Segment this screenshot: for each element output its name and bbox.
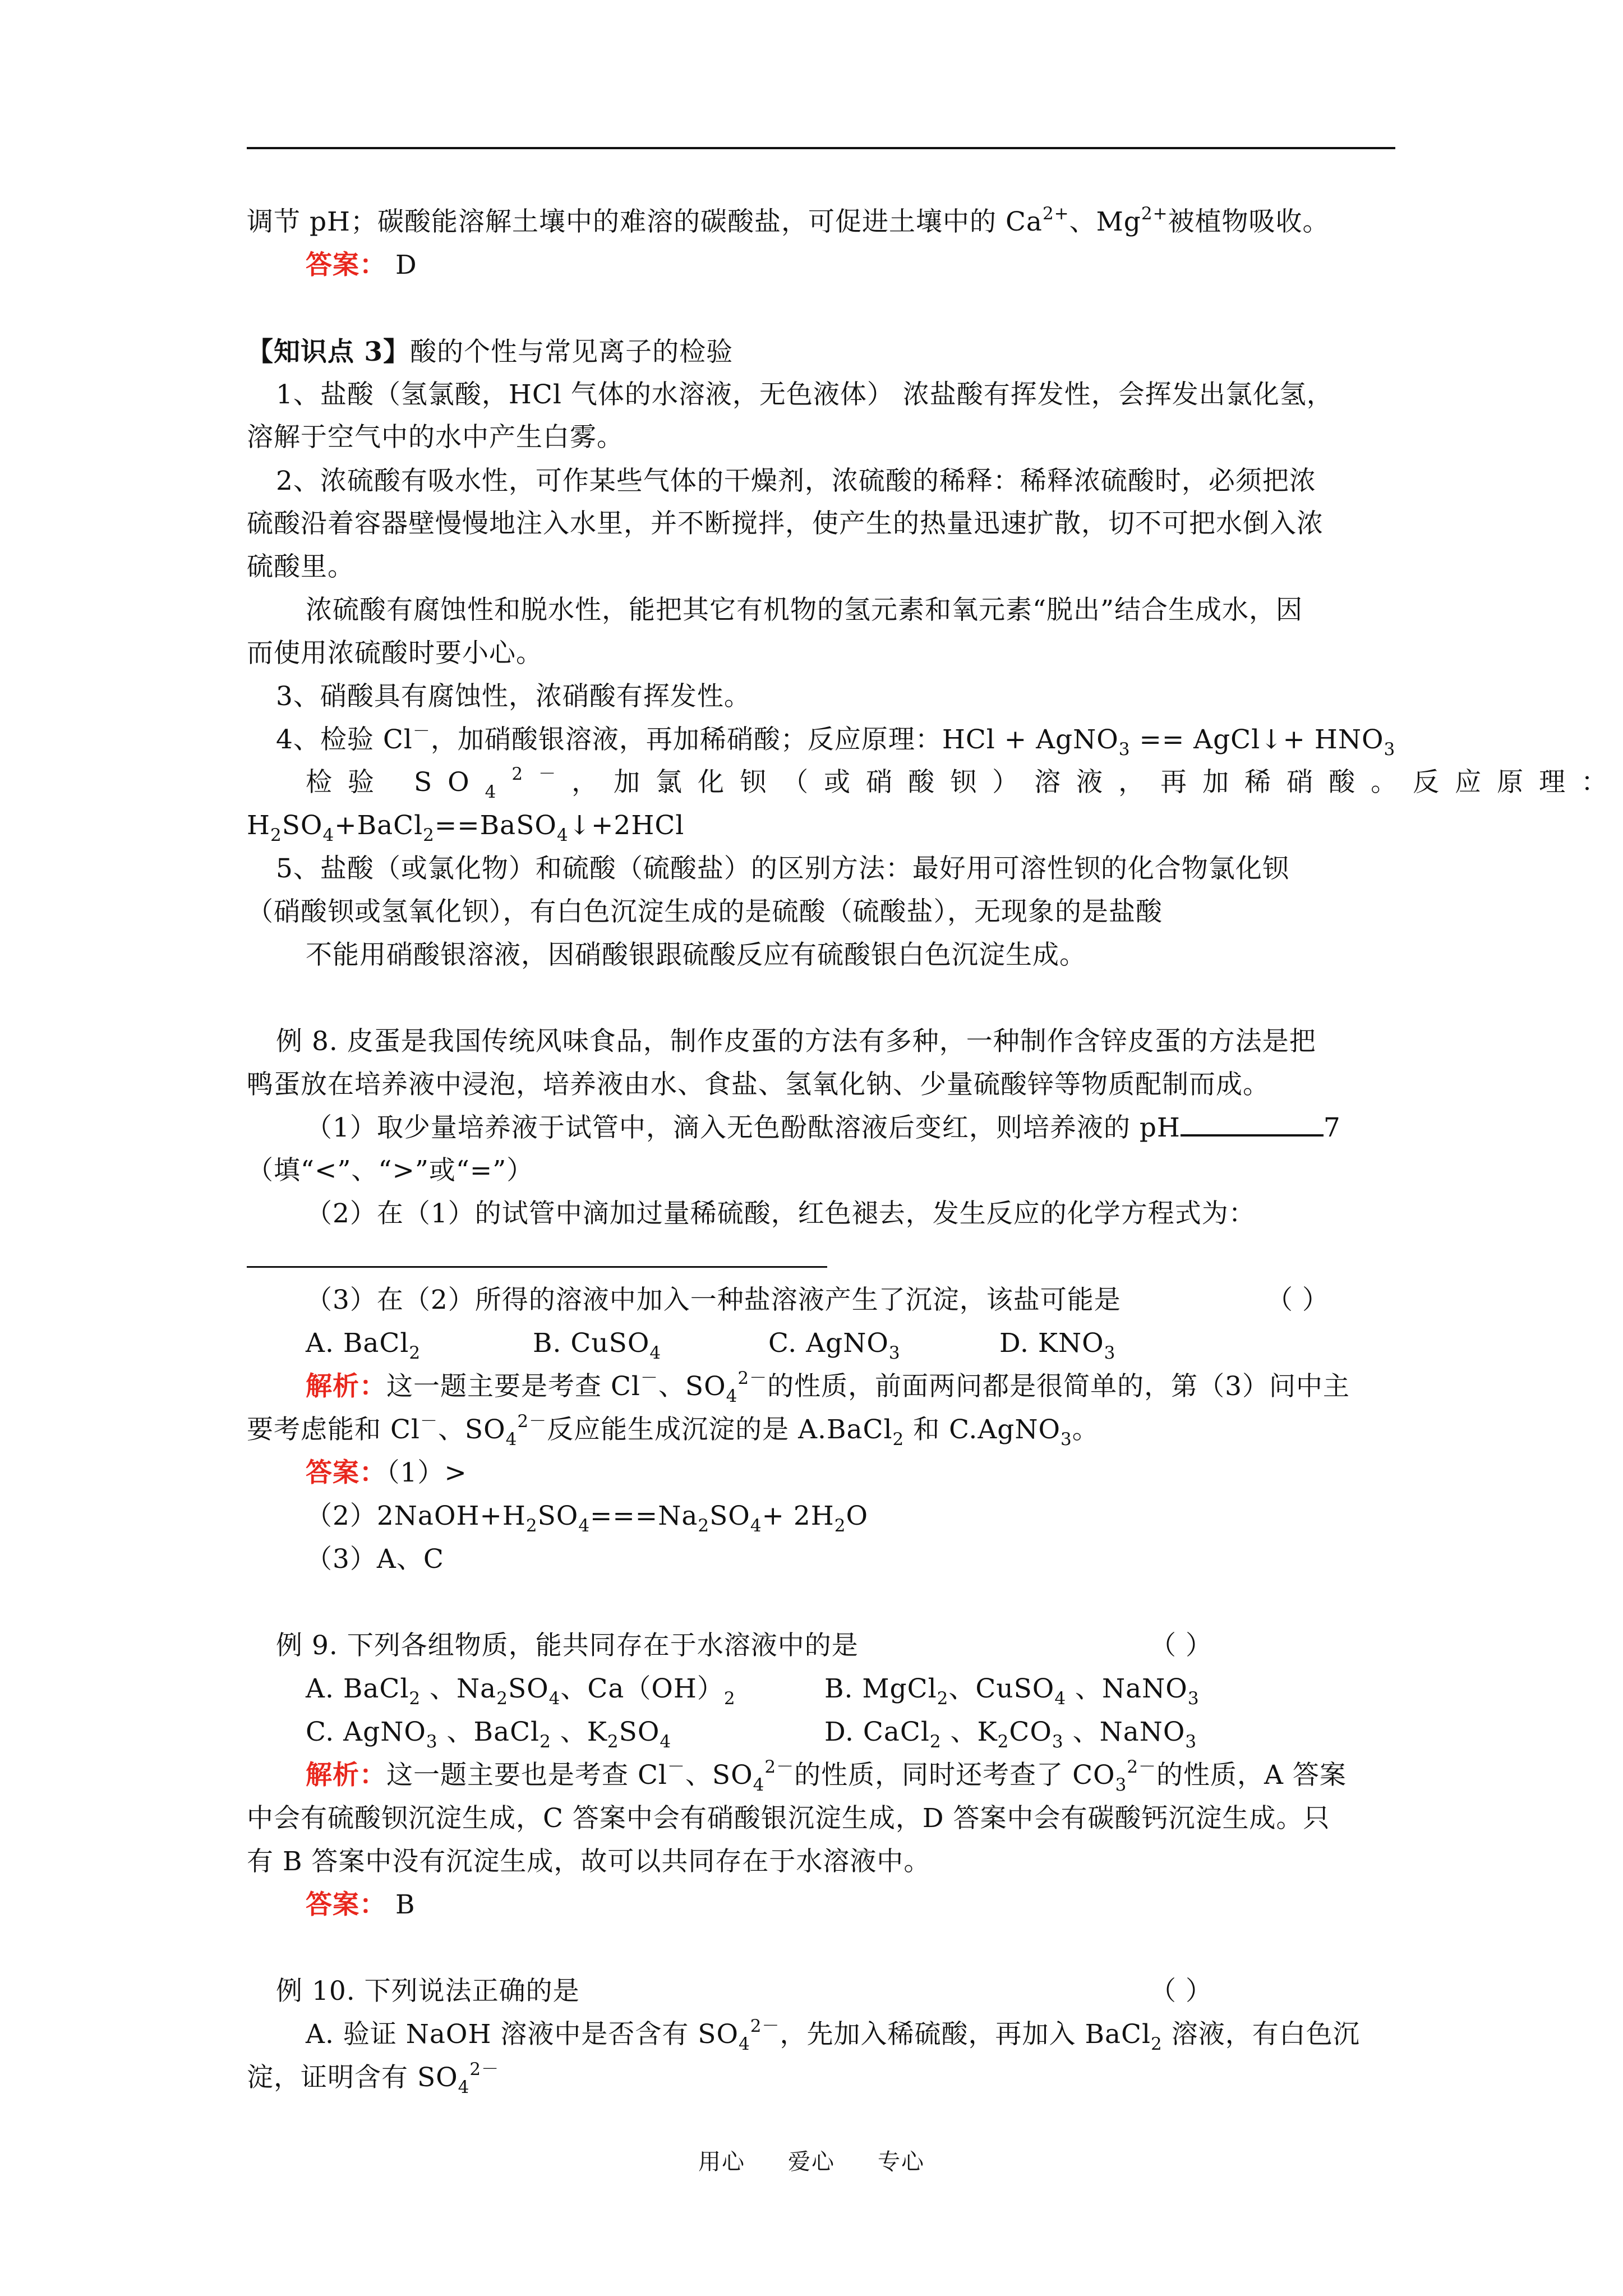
analysis-line: 解析：这一题主要是考查 Cl－、$SO_4^{2-}$的性质，前面两问都是很简单的，第（3）问中主 bbox=[306, 1368, 1350, 1406]
text-line: 而使用浓硫酸时要小心。 bbox=[247, 638, 543, 669]
answer-paren: （ ） bbox=[1150, 1630, 1212, 1661]
text-line: 浓硫酸有腐蚀性和脱水性，能把其它有机物的氢元素和氧元素“脱出”结合生成水，因 bbox=[306, 595, 1303, 625]
answer-label: 答案： bbox=[306, 1889, 386, 1920]
answer-paren: （ ） bbox=[1266, 1285, 1329, 1315]
option-b: B. MgCl$_2$、CuSO$_4$ 、NaNO$_3$ bbox=[824, 1673, 1200, 1709]
option-a: A. 验证 NaOH 溶液中是否含有 $SO_4^{2-}$，先加入稀硫酸，再加入 BaCl$_2$ 溶液，有白色沉 bbox=[306, 2016, 1360, 2054]
answer-line: 答案： D bbox=[306, 250, 417, 280]
text-line: 不能用硝酸银溶液，因硝酸银跟硫酸反应有硫酸银白色沉淀生成。 bbox=[306, 940, 1086, 970]
answer-blank bbox=[1181, 1112, 1324, 1137]
section-title: 【知识点 3】酸的个性与常见离子的检验 bbox=[247, 337, 734, 367]
answer-line: $(2)2NaOH+H_2SO_4===Na_2SO_4+ 2H_2O$ bbox=[306, 1501, 869, 1536]
answer-line: （3）A、C bbox=[306, 1544, 444, 1575]
question-line: （3）在（2）所得的溶液中加入一种盐溶液产生了沉淀，该盐可能是 bbox=[306, 1285, 1121, 1315]
answer-line: 答案：（1）> bbox=[306, 1457, 467, 1488]
option-b: B. CuSO$_4$ bbox=[533, 1328, 662, 1363]
answer-label: 答案： bbox=[306, 1457, 386, 1488]
text-line: （填“<”、“>”或“=”） bbox=[247, 1155, 534, 1186]
option-a: A. BaCl$_2$ 、$Na_2SO_4$、$Ca(OH)_2$ bbox=[306, 1673, 736, 1709]
equation-line: $H_2SO_4+BaCl_2==BaSO_4↓+2HCl$ bbox=[247, 810, 685, 845]
option-d: D. $KNO_3$ bbox=[999, 1328, 1116, 1363]
text-line: 1、盐酸（氢氯酸，HCl 气体的水溶液，无色液体） 浓盐酸有挥发性，会挥发出氯化氢， bbox=[276, 379, 1334, 410]
text-line: 硫酸沿着容器壁慢慢地注入水里，并不断搅拌，使产生的热量迅速扩散，切不可把水倒入浓 bbox=[247, 508, 1324, 539]
answer-paren: （ ） bbox=[1150, 1976, 1212, 2007]
option-d: D. CaCl$_2$ 、$K_2CO_3$ 、NaNO$_3$ bbox=[824, 1717, 1197, 1752]
footer-word: 爱心 bbox=[788, 2149, 835, 2175]
text-line: 检验 $SO_4^{2-}$，加氯化钡（或硝酸钡）溶液，再加稀硝酸。反应原理： bbox=[306, 764, 1623, 802]
analysis-line: 中会有硫酸钡沉淀生成，C 答案中会有硝酸银沉淀生成，D 答案中会有碳酸钙沉淀生成。只 bbox=[247, 1803, 1330, 1834]
text-line: 鸭蛋放在培养液中浸泡，培养液由水、食盐、氢氧化钠、少量硫酸锌等物质配制而成。 bbox=[247, 1069, 1270, 1100]
question-line: 例 10. 下列说法正确的是 bbox=[276, 1976, 580, 2007]
footer-word: 用心 bbox=[698, 2149, 745, 2175]
option-c: C. AgNO$_3$ 、BaCl$_2$ 、$K_2SO_4$ bbox=[306, 1717, 672, 1752]
option-a: A. BaCl$_2$ bbox=[306, 1328, 421, 1363]
option-a-continued: 淀，证明含有 $SO_4^{2-}$ bbox=[247, 2059, 500, 2097]
answer-blank-line bbox=[247, 1266, 827, 1268]
text-line: 4、检验 Cl－，加硝酸银溶液，再加稀硝酸；反应原理：HCl + AgNO$_3$ == AgCl↓+ $HNO_3$ bbox=[276, 721, 1396, 760]
answer-line: 答案： B bbox=[306, 1889, 416, 1920]
analysis-line: 要考虑能和 Cl－、$SO_4^{2-}$反应能生成沉淀的是 A.BaCl$_2$ 和 C.AgNO$_3$。 bbox=[247, 1411, 1099, 1450]
text-line: 2、浓硫酸有吸水性，可作某些气体的干燥剂，浓硫酸的稀释：稀释浓硫酸时，必须把浓 bbox=[276, 466, 1316, 496]
page-footer bbox=[0, 2144, 1623, 2176]
header-rule bbox=[247, 147, 1395, 149]
text-line: 例 8. 皮蛋是我国传统风味食品，制作皮蛋的方法有多种，一种制作含锌皮蛋的方法是把 bbox=[276, 1026, 1316, 1057]
question-line: （2）在（1）的试管中滴加过量稀硫酸，红色褪去，发生反应的化学方程式为： bbox=[306, 1198, 1256, 1229]
text-line: （硝酸钡或氢氧化钡），有白色沉淀生成的是硫酸（硫酸盐），无现象的是盐酸 bbox=[247, 896, 1163, 927]
question-line: 例 9. 下列各组物质，能共同存在于水溶液中的是 bbox=[276, 1630, 859, 1661]
footer-word: 专心 bbox=[878, 2149, 925, 2175]
answer-label: 答案： bbox=[306, 250, 386, 280]
text-line: 3、硝酸具有腐蚀性，浓硝酸有挥发性。 bbox=[276, 681, 751, 712]
analysis-line: 有 B 答案中没有沉淀生成，故可以共同存在于水溶液中。 bbox=[247, 1846, 931, 1877]
text-line: 调节 pH；碳酸能溶解土壤中的难溶的碳酸盐，可促进土壤中的 $Ca^{2+}$、$Mg^{2+}$被植物吸收。 bbox=[247, 204, 1330, 237]
question-line: （1）取少量培养液于试管中，滴入无色酚酞溶液后变红，则培养液的 pH 7 bbox=[306, 1112, 1341, 1143]
analysis-label: 解析： bbox=[306, 1760, 386, 1791]
text-line: 溶解于空气中的水中产生白雾。 bbox=[247, 422, 624, 453]
text-line: 硫酸里。 bbox=[247, 551, 354, 582]
text-line: 5、盐酸（或氯化物）和硫酸（硫酸盐）的区别方法：最好用可溶性钡的化合物氯化钡 bbox=[276, 853, 1289, 884]
analysis-label: 解析： bbox=[306, 1371, 386, 1402]
option-c: C. AgNO$_3$ bbox=[768, 1328, 901, 1363]
analysis-line: 解析：这一题主要也是考查 Cl－、$SO_4^{2-}$的性质，同时还考查了 $CO_3^{2-}$的性质，A 答案 bbox=[306, 1757, 1347, 1795]
